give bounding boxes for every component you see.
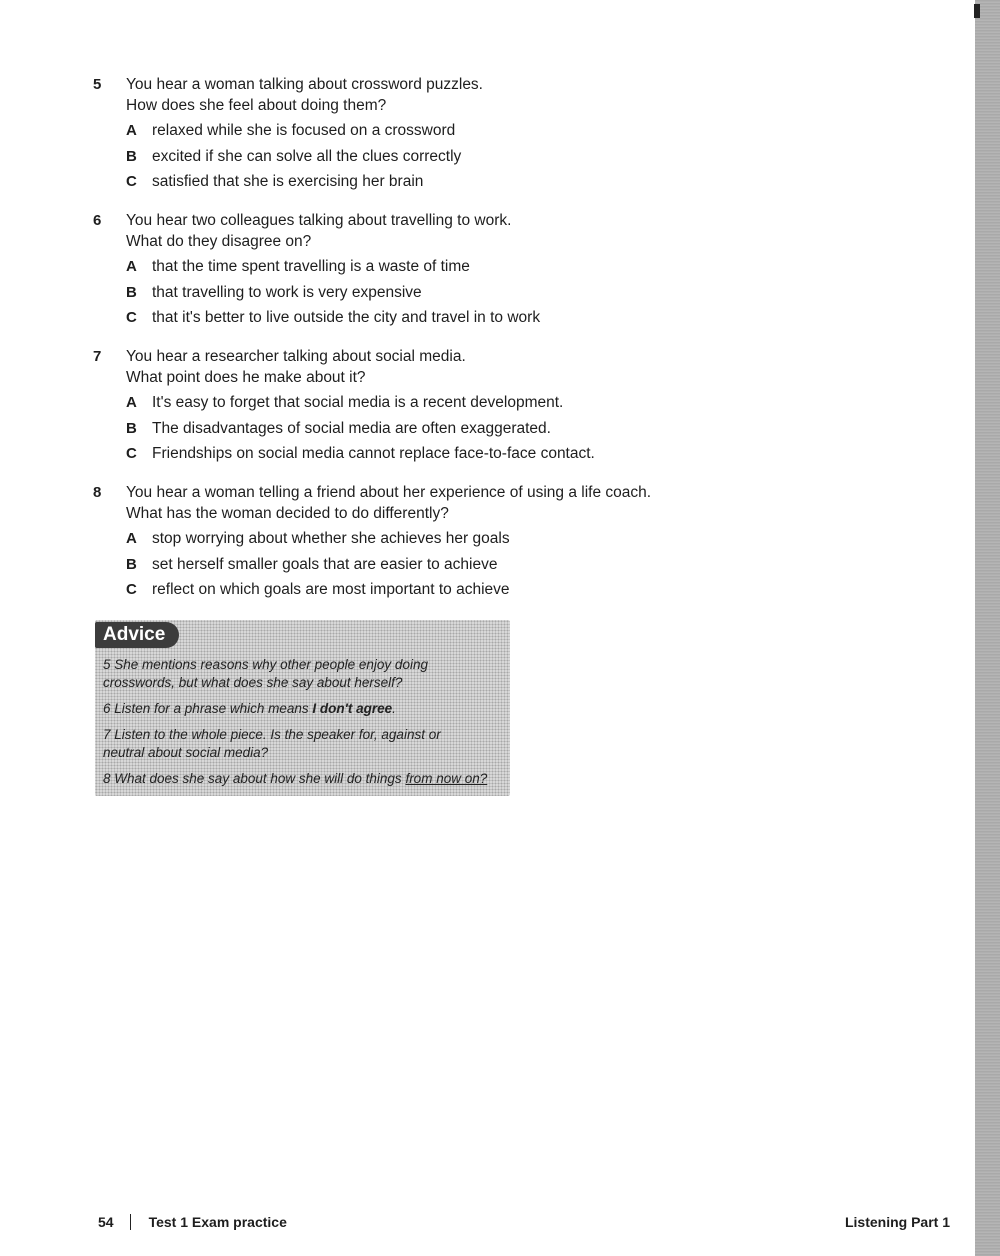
option-c[interactable]	[126, 307, 673, 333]
advice-line: 7 Listen to the whole piece. Is the speaker for, against or	[103, 727, 441, 742]
question-number: 6	[93, 212, 102, 229]
question-prompt-line: You hear a researcher talking about social media.	[126, 348, 466, 365]
advice-title: Advice	[95, 622, 179, 648]
advice-punctuation: .	[392, 701, 396, 716]
question-prompt	[126, 482, 673, 524]
question-6	[93, 210, 673, 333]
advice-list	[103, 656, 503, 796]
advice-line: 6 Listen for a phrase which means	[103, 701, 313, 716]
option-b[interactable]	[126, 146, 673, 172]
option-text: It's easy to forget that social media is a recent development.	[152, 394, 564, 411]
question-prompt-line: You hear a woman telling a friend about her experience of using a life coach.	[126, 484, 652, 501]
option-letter: A	[126, 258, 137, 275]
option-a[interactable]	[126, 528, 673, 554]
advice-item-8	[103, 770, 503, 788]
advice-item-6	[103, 700, 503, 718]
option-letter: B	[126, 283, 137, 301]
question-prompt-line: What point does he make about it?	[126, 369, 366, 386]
advice-box	[95, 620, 510, 796]
question-number: 7	[93, 348, 102, 365]
scanned-page-edge	[970, 0, 1000, 1256]
option-c[interactable]	[126, 171, 673, 197]
option-c[interactable]	[126, 579, 673, 605]
advice-item-7	[103, 726, 503, 762]
option-b[interactable]	[126, 282, 673, 308]
question-prompt-line: You hear a woman talking about crossword puzzles.	[126, 76, 483, 93]
advice-line: 5 She mentions reasons why other people enjoy doing	[103, 657, 428, 672]
option-list	[126, 528, 673, 605]
option-list	[126, 256, 673, 333]
option-letter: B	[126, 555, 137, 573]
section-label: Exam practice	[191, 1214, 287, 1230]
option-letter: A	[126, 394, 137, 411]
option-letter: B	[126, 147, 137, 165]
option-text: The disadvantages of social media are often exaggerated.	[152, 419, 551, 437]
question-prompt	[126, 74, 673, 116]
part-label: Listening Part 1	[844, 1214, 950, 1230]
question-7	[93, 346, 673, 469]
option-b[interactable]	[126, 554, 673, 580]
option-letter: A	[126, 530, 137, 547]
option-letter: C	[126, 445, 137, 462]
advice-emphasis: I don't agree	[312, 701, 393, 716]
option-text: that travelling to work is very expensive	[152, 283, 422, 301]
question-prompt	[126, 346, 673, 388]
advice-line: crosswords, but what does she say about herself?	[103, 675, 403, 690]
advice-item-5	[103, 656, 503, 692]
test-label: Test 1	[148, 1214, 189, 1230]
option-c[interactable]	[126, 443, 673, 469]
footer-divider	[130, 1214, 131, 1230]
option-list	[126, 120, 673, 197]
question-5	[93, 74, 673, 197]
option-a[interactable]	[126, 256, 673, 282]
corner-mark	[974, 4, 980, 18]
question-number: 5	[93, 76, 102, 93]
option-list	[126, 392, 673, 469]
option-a[interactable]	[126, 392, 673, 418]
question-prompt-line: What do they disagree on?	[126, 233, 312, 250]
option-text: satisfied that she is exercising her brain	[152, 173, 424, 190]
option-letter: B	[126, 419, 137, 437]
advice-underlined: from now on?	[405, 771, 488, 786]
question-number: 8	[93, 484, 102, 501]
option-text: that it's better to live outside the city and travel in to work	[152, 309, 541, 326]
option-text: excited if she can solve all the clues correctly	[152, 147, 462, 165]
advice-line: neutral about social media?	[103, 745, 269, 760]
option-text: stop worrying about whether she achieves her goals	[152, 530, 510, 547]
option-b[interactable]	[126, 418, 673, 444]
question-prompt	[126, 210, 673, 252]
option-letter: C	[126, 309, 137, 326]
option-text: that the time spent travelling is a waste of time	[152, 258, 470, 275]
question-prompt-line: What has the woman decided to do differently?	[126, 505, 449, 522]
question-prompt-line: How does she feel about doing them?	[126, 97, 387, 114]
question-prompt-line: You hear two colleagues talking about travelling to work.	[126, 212, 512, 229]
question-8	[93, 482, 673, 605]
option-letter: C	[126, 173, 137, 190]
option-text: relaxed while she is focused on a crossword	[152, 122, 456, 139]
footer-left	[98, 1214, 287, 1230]
option-letter: A	[126, 122, 137, 139]
option-text: reflect on which goals are most important to achieve	[152, 581, 510, 598]
option-letter: C	[126, 581, 137, 598]
advice-line: 8 What does she say about how she will do things	[103, 771, 406, 786]
option-a[interactable]	[126, 120, 673, 146]
option-text: Friendships on social media cannot replace face-to-face contact.	[152, 445, 595, 462]
option-text: set herself smaller goals that are easier to achieve	[152, 555, 498, 573]
page-number: 54	[98, 1214, 114, 1230]
